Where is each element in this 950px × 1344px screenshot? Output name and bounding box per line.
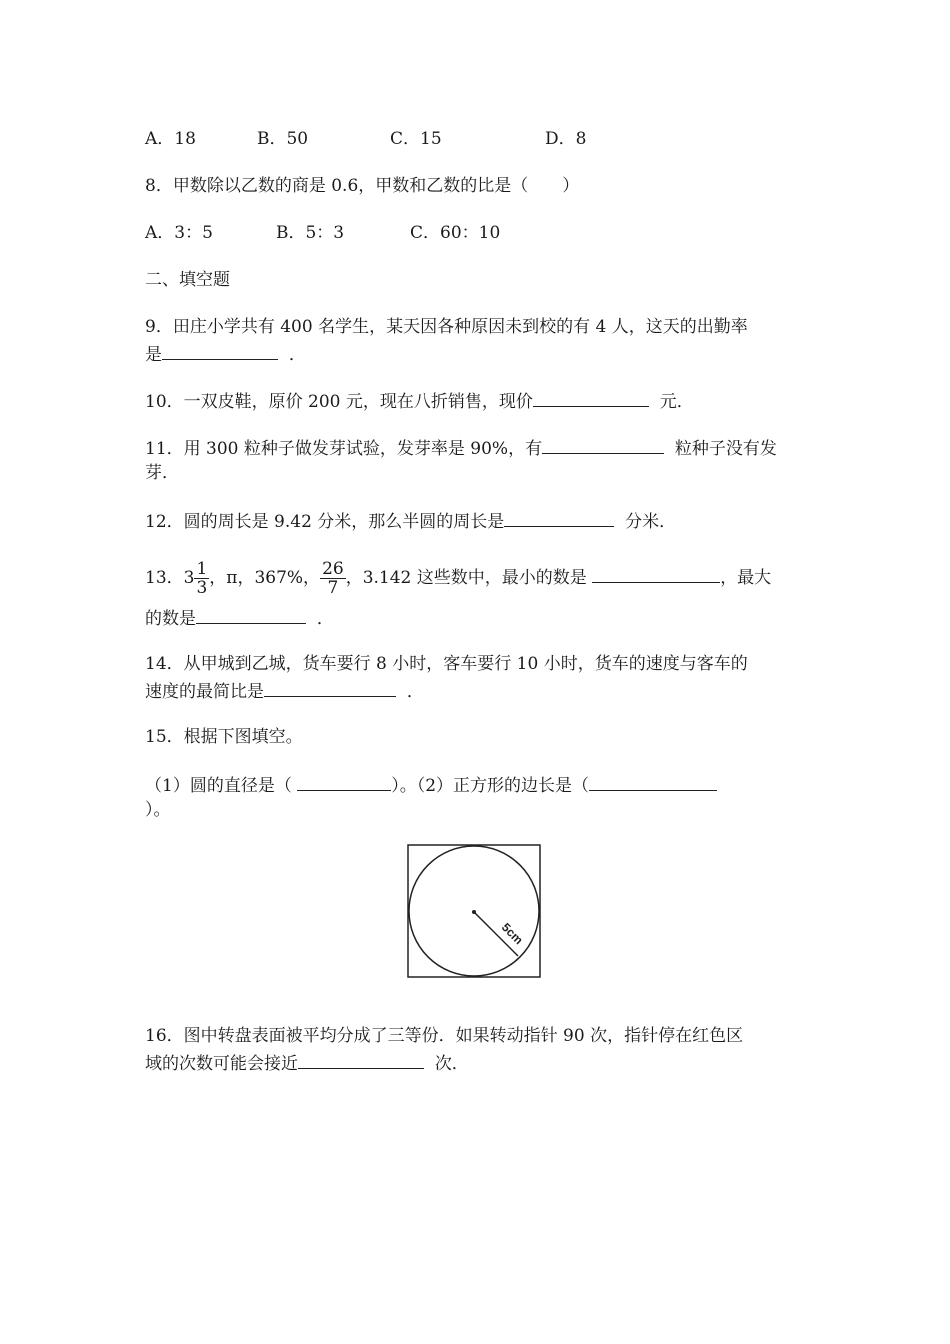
q9-line2 [145, 341, 306, 367]
q12-line [145, 508, 676, 534]
q9-answer-blank[interactable] [162, 341, 278, 360]
q7-option-d: D．8 [545, 129, 587, 149]
q9-suffix: ． [288, 345, 306, 365]
q16-line1: 16．图中转盘表面被平均分成了三等份．如果转动指针 90 次，指针停在红色区 [145, 1026, 744, 1046]
q13-line1 [145, 558, 771, 598]
q13-mid2: ，3.142 这些数中，最小的数是 [345, 568, 587, 588]
q15-line2: ）。 [145, 800, 171, 820]
q8-options [145, 221, 500, 245]
q12-suffix: 分米． [625, 512, 677, 532]
q15-sub1-suffix: ）。（2）正方形的边长是（ [391, 776, 590, 796]
q13-frac1-numerator: 1 [196, 559, 208, 579]
q14-line2 [145, 678, 424, 704]
q13-line2-suffix: ． [316, 609, 334, 629]
q13-line2 [145, 605, 334, 631]
radius-label: 5cm [498, 920, 526, 948]
q13-fraction-26-7 [320, 560, 346, 597]
section-title: 二、填空题 [145, 270, 230, 290]
q14-answer-blank[interactable] [264, 678, 396, 697]
q11-answer-blank[interactable] [542, 435, 664, 454]
q15-line1 [145, 772, 717, 798]
q7-options [145, 127, 586, 151]
q11-line1 [145, 435, 777, 461]
q10-line [145, 388, 694, 414]
q16-suffix: 次． [434, 1054, 469, 1074]
q16-answer-blank[interactable] [298, 1050, 424, 1069]
circle-in-square-figure [407, 844, 541, 978]
q15-sub1-prefix: （1）圆的直径是（ [145, 776, 292, 796]
q13-smallest-blank[interactable] [592, 564, 720, 583]
q12-answer-blank[interactable] [504, 508, 614, 527]
q13-mid1: ，π，367%， [209, 568, 321, 588]
q16-line2 [145, 1050, 469, 1076]
q16-prefix: 域的次数可能会接近 [145, 1054, 298, 1074]
q7-option-a: A．18 [145, 129, 196, 149]
q8-text: 8．甲数除以乙数的商是 0.6，甲数和乙数的比是（ ） [145, 176, 580, 196]
q12-prefix: 12．圆的周长是 9.42 分米，那么半圆的周长是 [145, 512, 505, 532]
figure-svg [407, 844, 541, 978]
q8-option-c: C．60：10 [410, 223, 501, 243]
q9-prefix: 是 [145, 345, 162, 365]
q13-frac1-denominator: 3 [196, 578, 208, 598]
q14-prefix: 速度的最简比是 [145, 682, 264, 702]
q13-prefix: 13．3 [145, 568, 195, 588]
q13-frac2-denominator: 7 [327, 578, 339, 598]
q15-side-length-blank[interactable] [589, 772, 717, 791]
q8-option-a: A．3：5 [145, 223, 213, 243]
q10-suffix: 元． [659, 392, 694, 412]
q13-fraction-one-third [194, 560, 209, 597]
q7-option-c: C．15 [390, 129, 442, 149]
q10-answer-blank[interactable] [533, 388, 649, 407]
q7-option-b: B．50 [257, 129, 309, 149]
q14-line1: 14．从甲城到乙城，货车要行 8 小时，客车要行 10 小时，货车的速度与客车的 [145, 654, 748, 674]
q13-frac2-numerator: 26 [322, 559, 344, 579]
q10-prefix: 10．一双皮鞋，原价 200 元，现在八折销售，现价 [145, 392, 533, 412]
q11-prefix: 11．用 300 粒种子做发芽试验，发芽率是 90%，有 [145, 439, 543, 459]
q11-line2: 芽． [145, 463, 179, 483]
q15-text: 15．根据下图填空。 [145, 727, 303, 747]
q9-line1: 9．田庄小学共有 400 名学生，某天因各种原因未到校的有 4 人，这天的出勤率 [145, 317, 748, 337]
q15-diameter-blank[interactable] [297, 772, 391, 791]
q11-suffix: 粒种子没有发 [674, 439, 777, 459]
q13-largest-blank[interactable] [196, 605, 306, 624]
q13-line2-prefix: 的数是 [145, 609, 196, 629]
q8-option-b: B．5：3 [276, 223, 345, 243]
q13-mid3: ，最大 [720, 568, 772, 588]
q14-suffix: ． [406, 682, 424, 702]
